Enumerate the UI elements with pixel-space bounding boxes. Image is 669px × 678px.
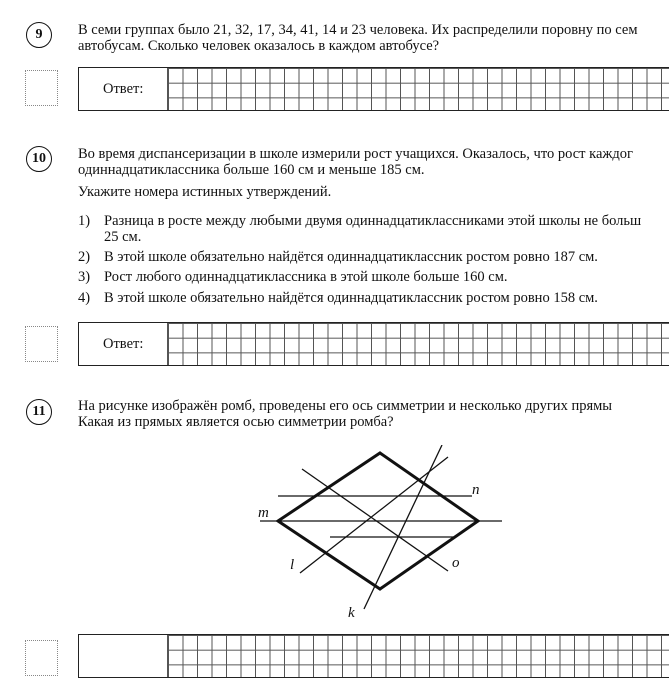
score-box-11	[25, 640, 58, 676]
option-4: 4) В этой школе обязательно найдётся одиннадцатиклассник ростом ровно 158 см.	[78, 290, 598, 306]
score-box-10	[25, 326, 58, 362]
answer-field-10[interactable]	[78, 322, 669, 366]
question-10-text-line-2: одиннадцатиклассника больше 160 см и меньше 185 см.	[78, 162, 425, 178]
answer-grid[interactable]	[167, 68, 669, 110]
question-9-text-line-1: В семи группах было 21, 32, 17, 34, 41, 14 и 23 человека. Их распределили поровну по сем	[78, 22, 638, 38]
question-number-10: 10	[26, 146, 52, 172]
option-1-continuation: 25 см.	[104, 229, 142, 245]
answer-label: Ответ:	[103, 336, 144, 352]
score-box-9	[25, 70, 58, 106]
option-1: 1) Разница в росте между любыми двумя одиннадцатиклассниками этой школы не больш	[78, 213, 642, 229]
label-k: k	[348, 605, 355, 621]
question-10-text-line-1: Во время диспансеризации в школе измерили рост учащихся. Оказалось, что рост каждог	[78, 146, 633, 162]
label-l: l	[290, 557, 295, 573]
question-10-prompt: Укажите номера истинных утверждений.	[78, 184, 332, 200]
label-o: o	[452, 555, 460, 571]
question-11-text-line-1: На рисунке изображён ромб, проведены его ось симметрии и несколько других прямы	[78, 398, 613, 414]
question-11-text-line-2: Какая из прямых является осью симметрии ромба?	[78, 414, 394, 430]
label-m: m	[258, 505, 269, 521]
question-9-text-line-2: автобусам. Сколько человек оказалось в каждом автобусе?	[78, 38, 440, 54]
question-number-9: 9	[26, 22, 52, 48]
answer-field-11[interactable]	[78, 634, 669, 678]
option-3: 3) Рост любого одиннадцатиклассника в этой школе больше 160 см.	[78, 269, 508, 285]
answer-field-9[interactable]	[78, 67, 669, 111]
question-number-11: 11	[26, 399, 52, 425]
label-n: n	[472, 482, 480, 498]
answer-grid[interactable]	[167, 635, 669, 677]
answer-label: Ответ:	[103, 81, 144, 97]
answer-grid[interactable]	[167, 323, 669, 365]
rhombus-figure	[240, 445, 520, 625]
option-2: 2) В этой школе обязательно найдётся одиннадцатиклассник ростом ровно 187 см.	[78, 249, 598, 265]
